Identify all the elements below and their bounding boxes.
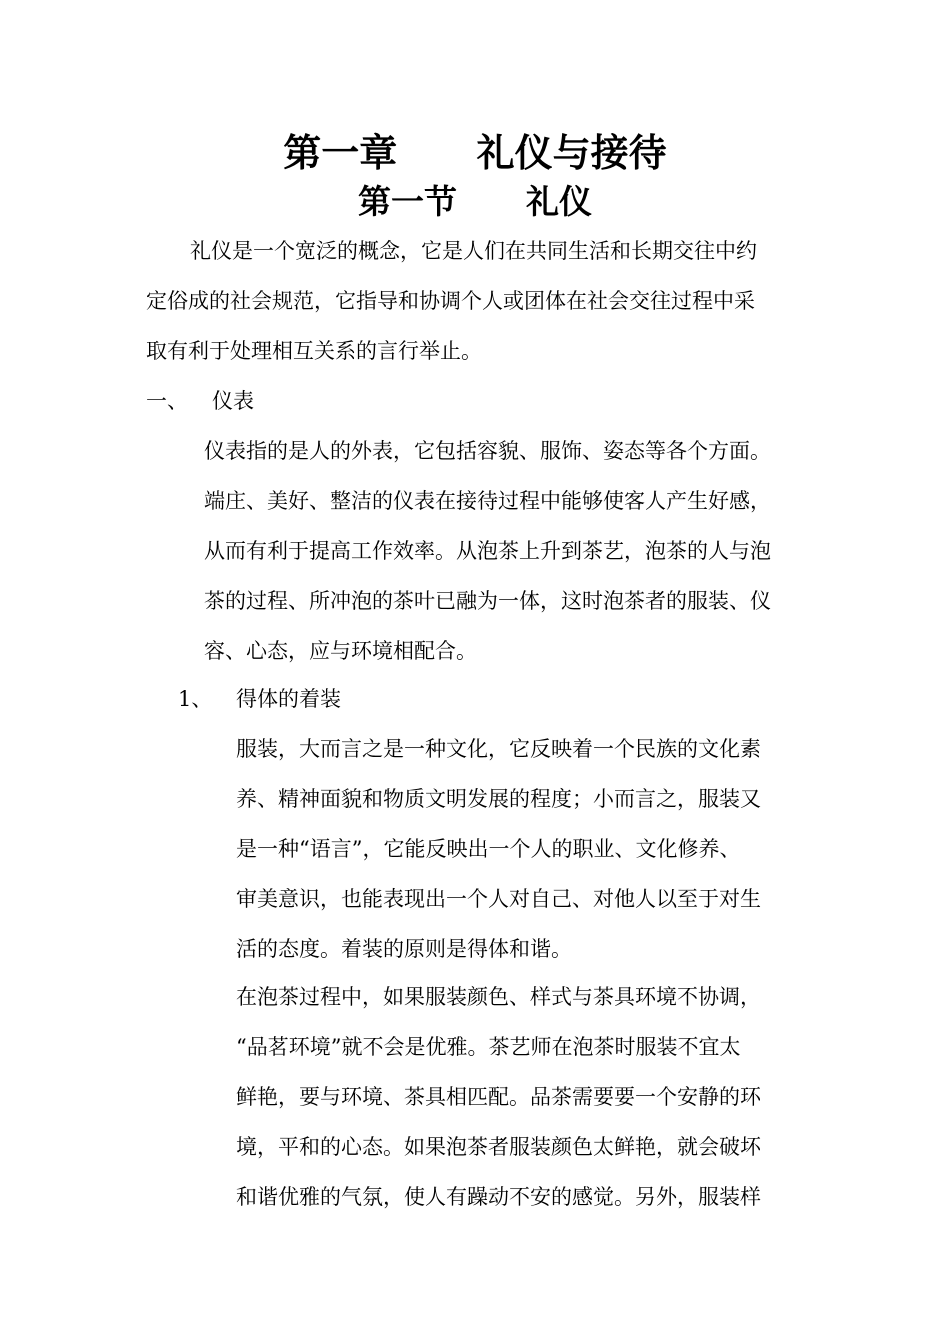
text-line: 茶的过程、所冲泡的茶叶已融为一体，这时泡茶者的服装、仪: [204, 589, 771, 613]
paragraph-clothing: [236, 724, 816, 974]
heading-text: 仪表: [212, 389, 254, 413]
heading-number: 一、: [146, 389, 188, 413]
heading-level-1: [146, 376, 446, 426]
text-line: 取有利于处理相互关系的言行举止。: [146, 339, 482, 363]
text-line: 是一种“语言”，它能反映出一个人的职业、文化修养、: [236, 837, 741, 861]
text-line: 在泡茶过程中，如果服装颜色、样式与茶具环境不协调，: [236, 985, 761, 1009]
chapter-title: 第一章 礼仪与接待: [283, 130, 667, 175]
text-line: 养、精神面貌和物质文明发展的程度；小而言之，服装又: [236, 787, 761, 811]
intro-paragraph: [146, 226, 816, 376]
text-line: 鲜艳，要与环境、茶具相匹配。品茶需要要一个安静的环: [236, 1085, 761, 1109]
text-line: 活的态度。着装的原则是得体和谐。: [236, 937, 572, 961]
paragraph-appearance: [204, 426, 816, 676]
text-line: 从而有利于提高工作效率。从泡茶上升到茶艺，泡茶的人与泡: [204, 539, 771, 563]
text-line: “品茗环境”就不会是优雅。茶艺师在泡茶时服装不宜太: [236, 1035, 741, 1059]
paragraph-tea-brewing: [236, 972, 816, 1222]
text-line: 端庄、美好、整洁的仪表在接待过程中能够使客人产生好感，: [204, 489, 771, 513]
heading-text: 得体的着装: [236, 687, 341, 711]
text-line: 容、心态，应与环境相配合。: [204, 639, 477, 663]
text-line: 定俗成的社会规范，它指导和协调个人或团体在社会交往过程中采: [146, 289, 755, 313]
text-line: 服装，大而言之是一种文化，它反映着一个民族的文化素: [236, 737, 761, 761]
text-line: 境，平和的心态。如果泡茶者服装颜色太鲜艳，就会破坏: [236, 1135, 761, 1159]
text-line: 和谐优雅的气氛，使人有躁动不安的感觉。另外，服装样: [236, 1185, 761, 1209]
heading-level-2: [178, 674, 478, 724]
heading-number: 1、: [178, 687, 213, 711]
section-title: 第一节 礼仪: [358, 182, 592, 221]
text-line: 审美意识，也能表现出一个人对自己、对他人以至于对生: [236, 887, 761, 911]
text-line: 礼仪是一个宽泛的概念，它是人们在共同生活和长期交往中约: [190, 239, 757, 263]
text-line: 仪表指的是人的外表，它包括容貌、服饰、姿态等各个方面。: [204, 439, 771, 463]
